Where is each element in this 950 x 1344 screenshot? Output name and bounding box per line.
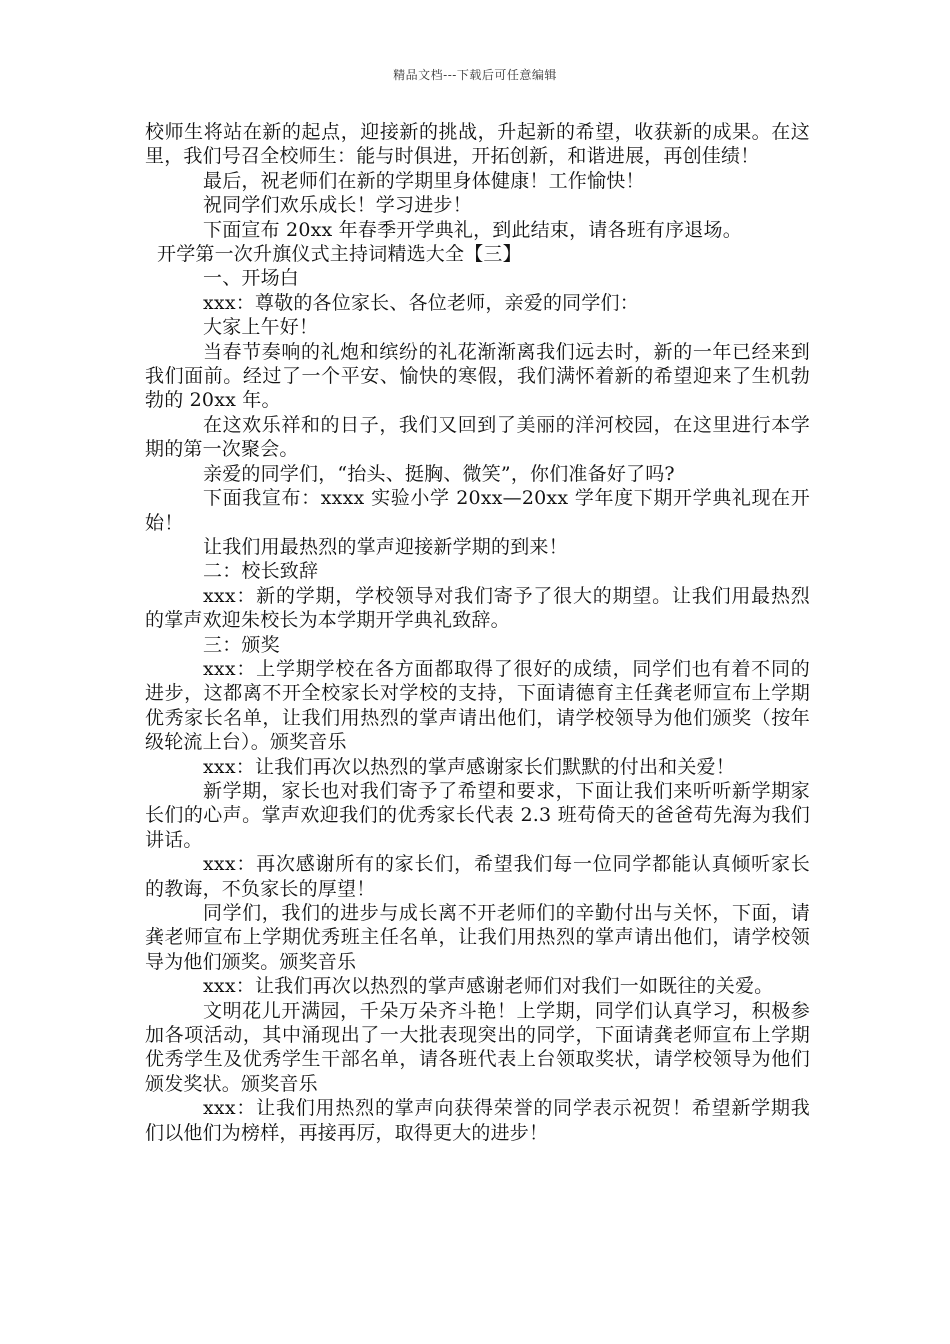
paragraph: 二：校长致辞 xyxy=(203,560,319,583)
document-body xyxy=(145,120,810,1145)
paragraph: 文明花儿开满园，千朵万朵齐斗艳！上学期，同学们认真学习，积极参加各项活动，其中涌现出了一大批表现突出的同学，下面请龚老师宣布上学期优秀学生及优秀学生干部名单，请各班代表上台领取奖状，请学校领导为他们颁发奖状。颁奖音乐 xyxy=(145,999,810,1095)
paragraph: 大家上午好！ xyxy=(203,316,319,339)
paragraph: xxx：让我们用热烈的掌声向获得荣誉的同学表示祝贺！希望新学期我们以他们为榜样，再接再厉，取得更大的进步！ xyxy=(145,1097,810,1144)
paragraph: xxx：新的学期，学校领导对我们寄予了很大的期望。让我们用最热烈的掌声欢迎朱校长为本学期开学典礼致辞。 xyxy=(145,584,810,632)
paragraph: 下面宣布 20xx 年春季开学典礼，到此结束，请各班有序退场。 xyxy=(203,218,742,241)
paragraph: 三：颁奖 xyxy=(203,633,280,656)
paragraph: 下面我宣布：xxxx 实验小学 20xx—20xx 学年度下期开学典礼现在开始！ xyxy=(145,487,810,534)
paragraph: 开学第一次升旗仪式主持词精选大全【三】 xyxy=(157,243,522,266)
paragraph: 在这欢乐祥和的日子，我们又回到了美丽的洋河校园，在这里进行本学期的第一次聚会。 xyxy=(145,413,810,461)
paragraph: 新学期，家长也对我们寄予了希望和要求，下面让我们来听听新学期家长们的心声。掌声欢迎我们的优秀家长代表 2.3 班苟倚天的爸爸苟先海为我们讲话。 xyxy=(145,779,810,851)
paragraph: xxx：让我们再次以热烈的掌声感谢老师们对我们一如既往的关爱。 xyxy=(203,975,774,998)
paragraph: 最后，祝老师们在新的学期里身体健康！工作愉快！ xyxy=(203,169,645,192)
paragraph: xxx：让我们再次以热烈的掌声感谢家长们默默的付出和关爱！ xyxy=(203,755,735,778)
paragraph: 同学们，我们的进步与成长离不开老师们的辛勤付出与关怀，下面，请龚老师宣布上学期优秀班主任名单，让我们用热烈的掌声请出他们，请学校领导为他们颁奖。颁奖音乐 xyxy=(145,902,810,973)
paragraph: xxx：尊敬的各位家长、各位老师，亲爱的同学们： xyxy=(203,291,639,314)
paragraph: 一、开场白 xyxy=(203,267,300,290)
paragraph: xxx：上学期学校在各方面都取得了很好的成绩，同学们也有着不同的进步，这都离不开全校家长对学校的支持，下面请德育主任龚老师宣布上学期优秀家长名单，让我们用热烈的掌声请出他们，请学校领导为他们颁奖（按年级轮流上台）。颁奖音乐 xyxy=(145,657,810,754)
paragraph: 亲爱的同学们，“抬头、挺胸、微笑”，你们准备好了吗? xyxy=(203,462,675,485)
page-header: 精品文档---下载后可任意编辑 xyxy=(393,68,557,82)
paragraph: 校师生将站在新的起点，迎接新的挑战，升起新的希望，收获新的成果。在这里，我们号召全校师生：能与时俱进，开拓创新，和谐进展，再创佳绩！ xyxy=(145,121,810,168)
paragraph: 让我们用最热烈的掌声迎接新学期的到来！ xyxy=(203,535,568,558)
paragraph: 祝同学们欢乐成长！学习进步！ xyxy=(203,194,472,217)
paragraph: xxx：再次感谢所有的家长们，希望我们每一位同学都能认真倾听家长的教诲，不负家长的厚望！ xyxy=(145,853,810,900)
paragraph: 当春节奏响的礼炮和缤纷的礼花渐渐离我们远去时，新的一年已经来到我们面前。经过了一个平安、愉快的寒假，我们满怀着新的希望迎来了生机勃勃的 20xx 年。 xyxy=(145,340,810,412)
